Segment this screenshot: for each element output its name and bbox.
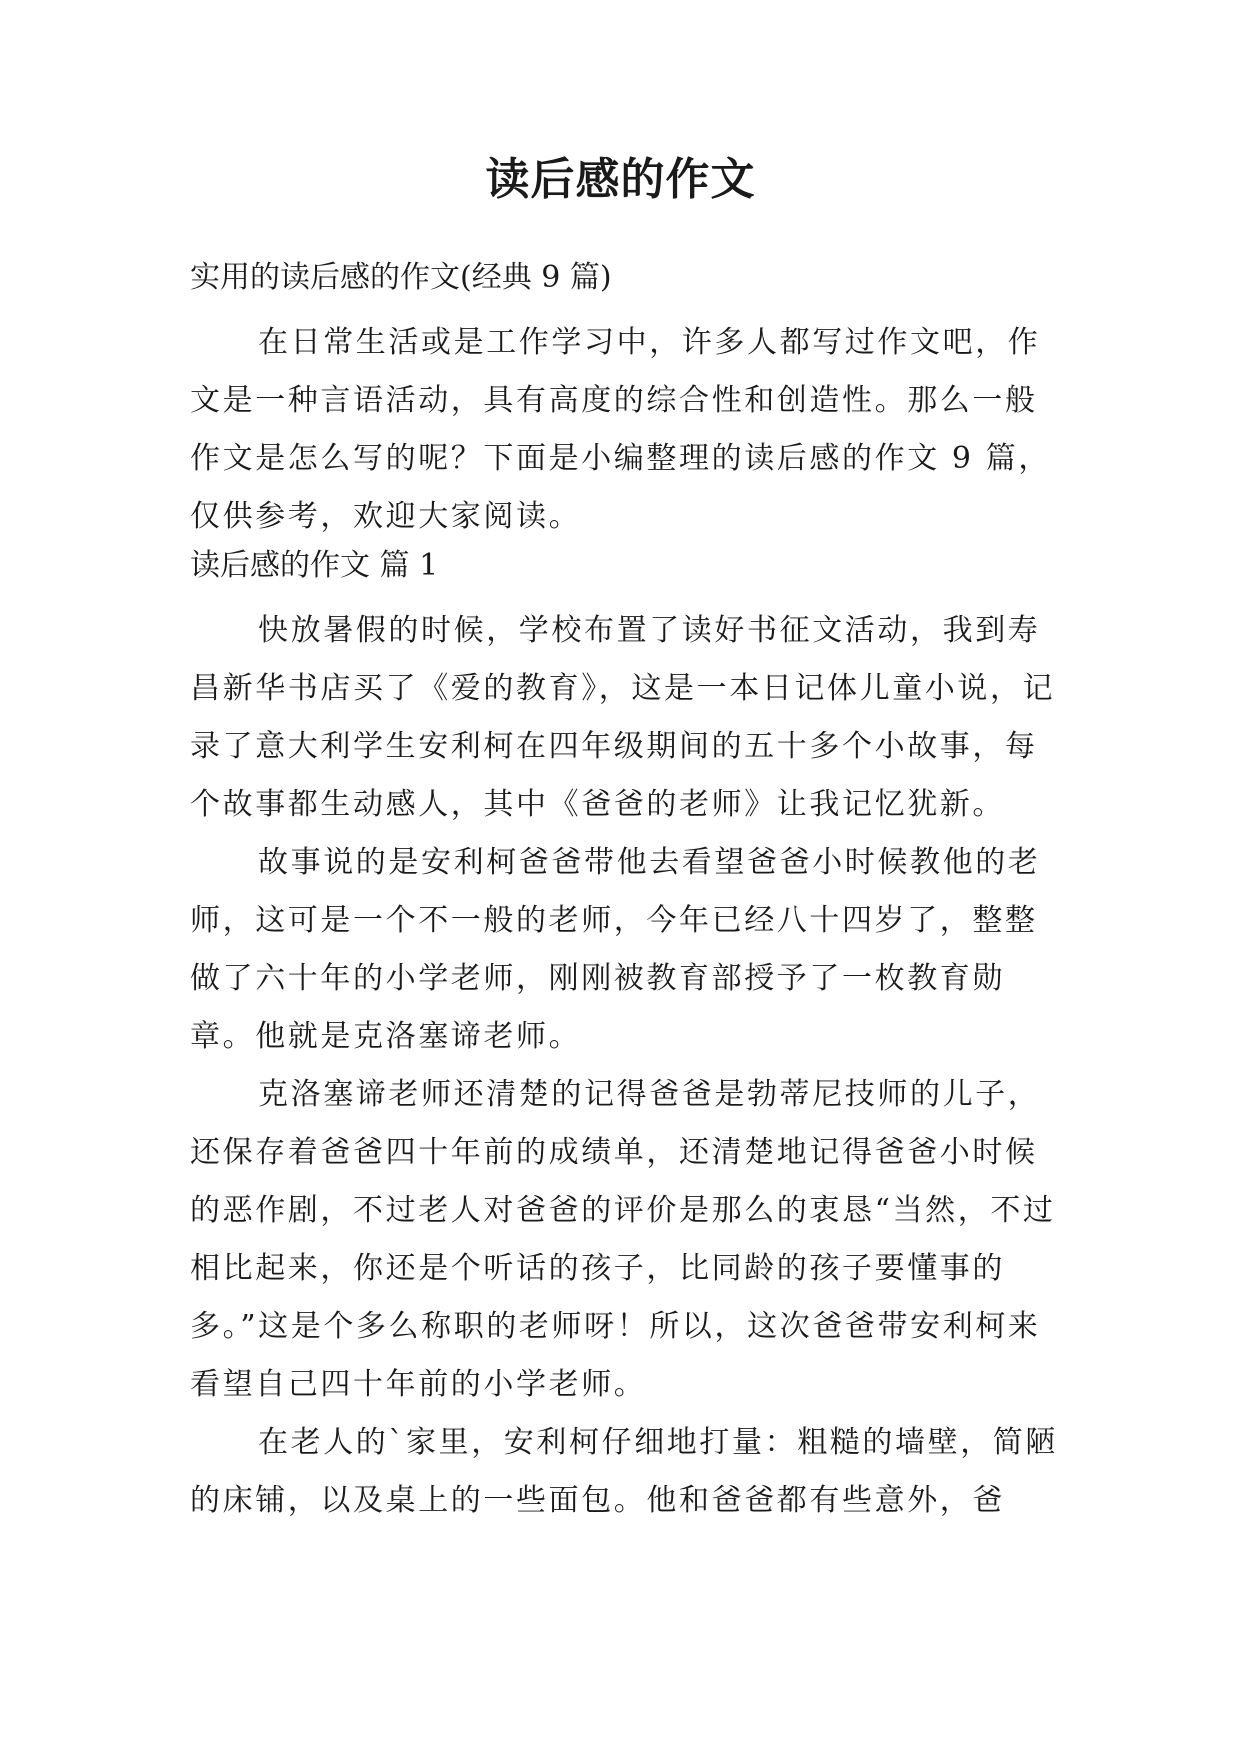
body-paragraph: 在老人的`家里，安利柯仔细地打量：粗糙的墙壁，简陋的床铺，以及桌上的一些面包。他和爸爸都有些意外，爸 (190, 1425, 1058, 1518)
document-title: 读后感的作文 (485, 154, 756, 205)
document-body (190, 258, 1060, 1530)
section-heading: 读后感的作文 篇 1 (190, 548, 439, 583)
body-paragraph: 克洛塞谛老师还清楚的记得爸爸是勃蒂尼技师的儿子，还保存着爸爸四十年前的成绩单，还清楚地记得爸爸小时候的恶作剧，不过老人对爸爸的评价是那么的衷恳“当然，不过相比起来，你还是个听话的孩子，比同龄的孩子要懂事的多。”这是个多么称职的老师呀！所以，这次爸爸带安利柯来看望自己四十年前的小学老师。 (190, 1077, 1056, 1402)
body-paragraph: 快放暑假的时候，学校布置了读好书征文活动，我到寿昌新华书店买了《爱的教育》，这是一本日记体儿童小说，记录了意大利学生安利柯在四年级期间的五十多个小故事，每个故事都生动感人，其中《爸爸的老师》让我记忆犹新。 (190, 613, 1056, 822)
intro-paragraph: 在日常生活或是工作学习中，许多人都写过作文吧，作文是一种言语活动，具有高度的综合性和创造性。那么一般作文是怎么写的呢？下面是小编整理的读后感的作文 9 篇，仅供参考，欢迎大家阅读。 (190, 325, 1051, 534)
body-paragraph: 故事说的是安利柯爸爸带他去看望爸爸小时候教他的老师，这可是一个不一般的老师，今年已经八十四岁了，整整做了六十年的小学老师，刚刚被教育部授予了一枚教育勋章。他就是克洛塞谛老师。 (190, 845, 1041, 1054)
document-subtitle: 实用的读后感的作文(经典 9 篇) (190, 260, 612, 295)
